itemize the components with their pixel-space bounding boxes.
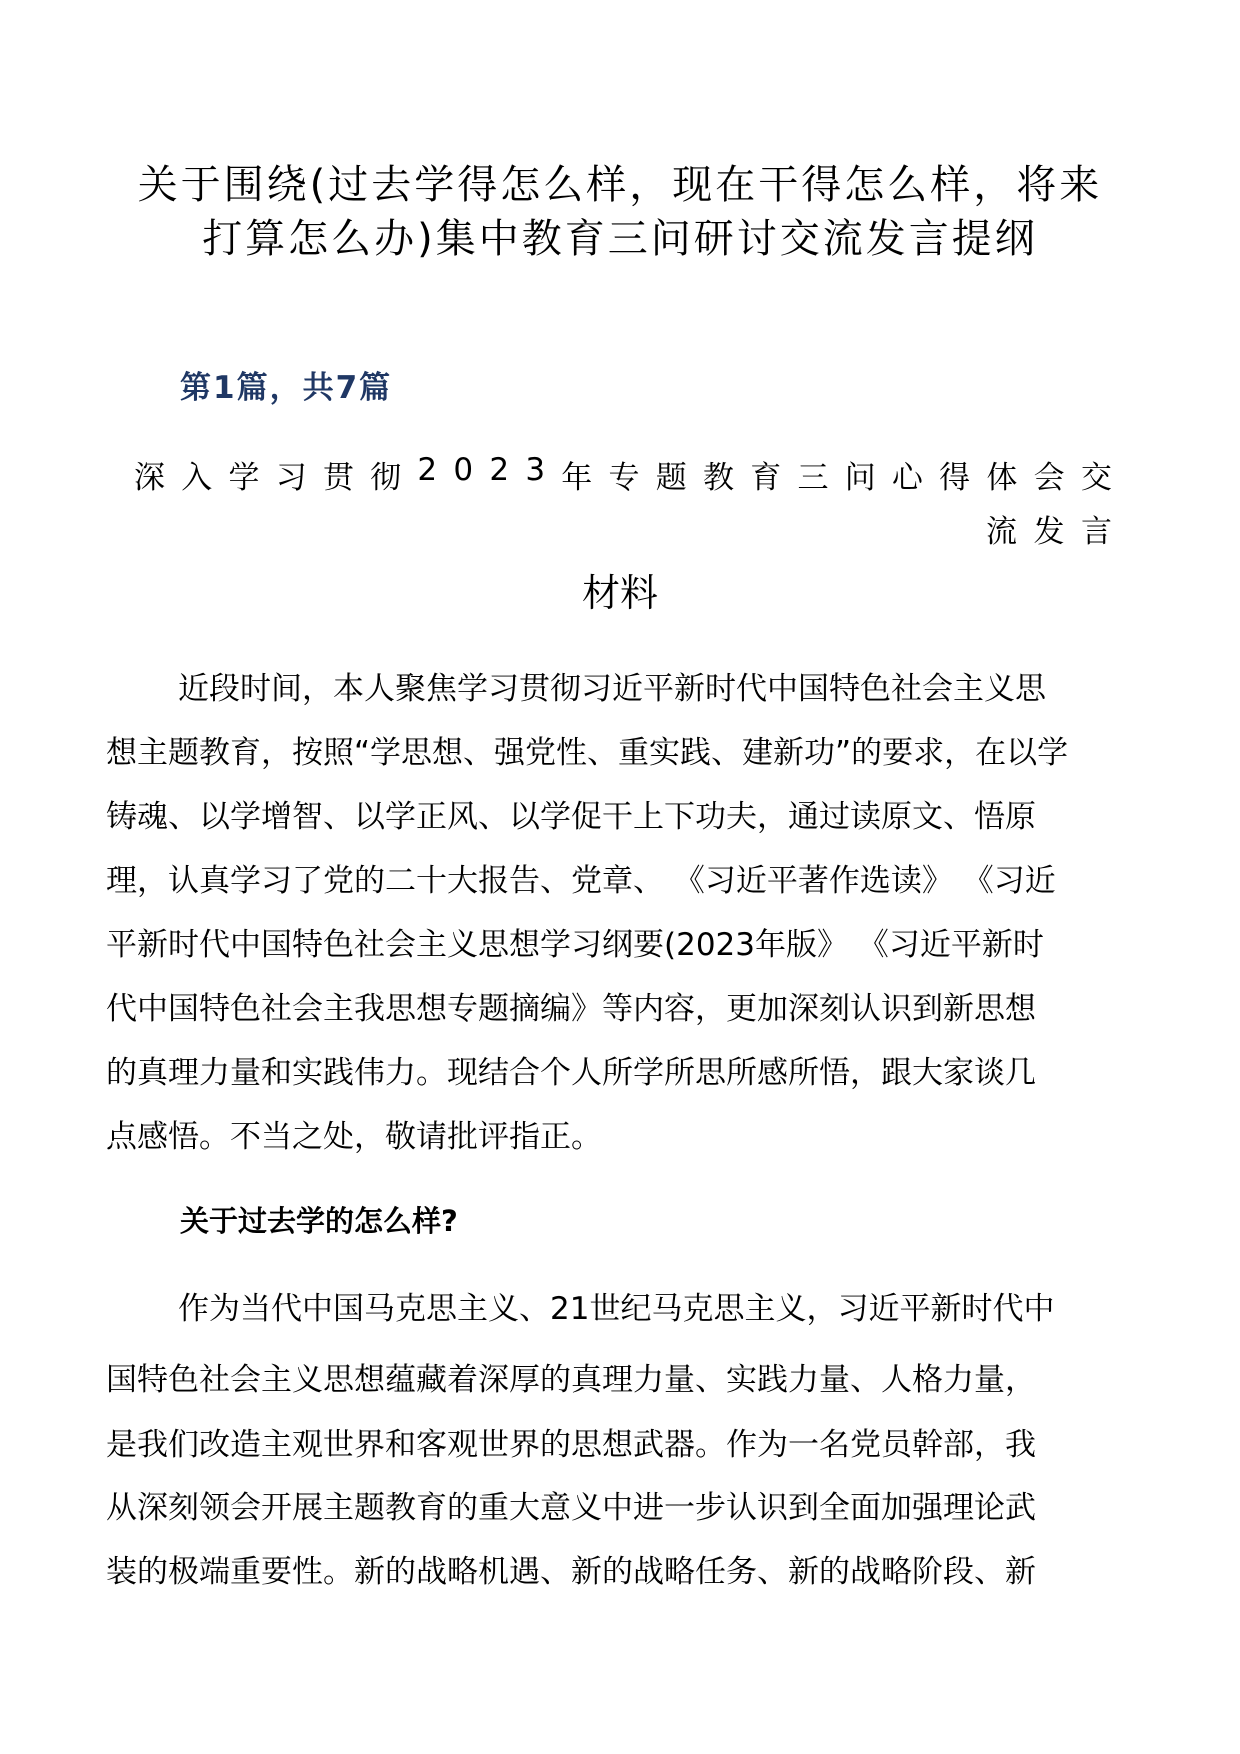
subtitle-char: 会 <box>1033 460 1065 496</box>
subtitle-line-3: 材料 <box>581 571 658 615</box>
paragraph-line: 想主题教育，按照“学思想、强党性、重实践、建新功”的要求，在以学 <box>106 735 1069 771</box>
subtitle-line-2 <box>986 506 1112 551</box>
paragraph-line: 是我们改造主观世界和客观世界的思想武器。作为一名党员幹部，我 <box>106 1427 1036 1463</box>
title-line: 打算怎么办)集中教育三问研讨交流发言提纲 <box>202 216 1038 262</box>
paragraph-line: 国特色社会主义思想蕴藏着深厚的真理力量、实践力量、人格力量， <box>106 1362 1036 1398</box>
subtitle-char: 三 <box>797 460 829 496</box>
subtitle-char: 交 <box>1080 460 1112 496</box>
subtitle-char: 问 <box>844 460 876 496</box>
subtitle-char: 育 <box>750 460 782 496</box>
subtitle-char: 专 <box>608 460 640 496</box>
paragraph-line: 代中国特色社会主我思想专题摘编》等内容，更加深刻认识到新思想 <box>106 991 1036 1027</box>
paragraph-line: 作为当代中国马克思主义、21世纪马克思主义，习近平新时代中 <box>178 1291 1055 1327</box>
subtitle-char: 学 <box>228 460 260 496</box>
paragraph-line: 点感悟。不当之处，敬请批评指正。 <box>106 1119 602 1155</box>
subtitle-char: 2 <box>417 452 438 488</box>
paragraph-line: 的真理力量和实践伟力。现结合个人所学所思所感所悟，跟大家谈几 <box>106 1055 1036 1091</box>
subtitle-char: 题 <box>655 460 687 496</box>
subtitle-char: 年 <box>561 460 593 496</box>
subtitle-char: 2 <box>489 452 510 488</box>
section-marker: 第1篇，共7篇 <box>180 370 393 406</box>
paragraph-line: 从深刻领会开展主题教育的重大意义中进一步认识到全面加强理论武 <box>106 1490 1036 1526</box>
paragraph-line: 平新时代中国特色社会主义思想学习纲要(2023年版》 《习近平新时 <box>106 927 1044 963</box>
paragraph-line: 装的极端重要性。新的战略机遇、新的战略任务、新的战略阶段、新 <box>106 1554 1036 1590</box>
subtitle-char: 心 <box>891 460 923 496</box>
subtitle-char: 深 <box>134 460 165 496</box>
paragraph-line: 近段时间，本人聚焦学习贯彻习近平新时代中国特色社会主义思 <box>178 671 1046 707</box>
subtitle-char: 教 <box>702 460 734 496</box>
subtitle-char: 贯 <box>322 460 354 496</box>
title-line: 关于围绕(过去学得怎么样，现在干得怎么样，将来 <box>137 162 1103 208</box>
subtitle-char: 体 <box>986 460 1018 496</box>
subtitle-char: 得 <box>939 460 971 496</box>
paragraph-line: 铸魂、以学增智、以学正风、以学促干上下功夫，通过读原文、悟原 <box>106 799 1036 835</box>
subtitle-char: 3 <box>525 452 546 488</box>
subtitle-char: 习 <box>275 460 307 496</box>
subtitle-char: 流 <box>986 514 1017 550</box>
subtitle-line-1 <box>134 452 1112 497</box>
document-title <box>80 158 1160 266</box>
subtitle-char: 发 <box>1033 514 1065 550</box>
subtitle-char: 言 <box>1081 514 1112 550</box>
subtitle-char: 彻 <box>370 460 402 496</box>
section-heading: 关于过去学的怎么样? <box>180 1204 458 1238</box>
paragraph-line: 理，认真学习了党的二十大报告、党章、 《习近平著作选读》 《习近 <box>106 863 1056 899</box>
subtitle-char: 0 <box>453 452 474 488</box>
subtitle-char: 入 <box>181 460 213 496</box>
